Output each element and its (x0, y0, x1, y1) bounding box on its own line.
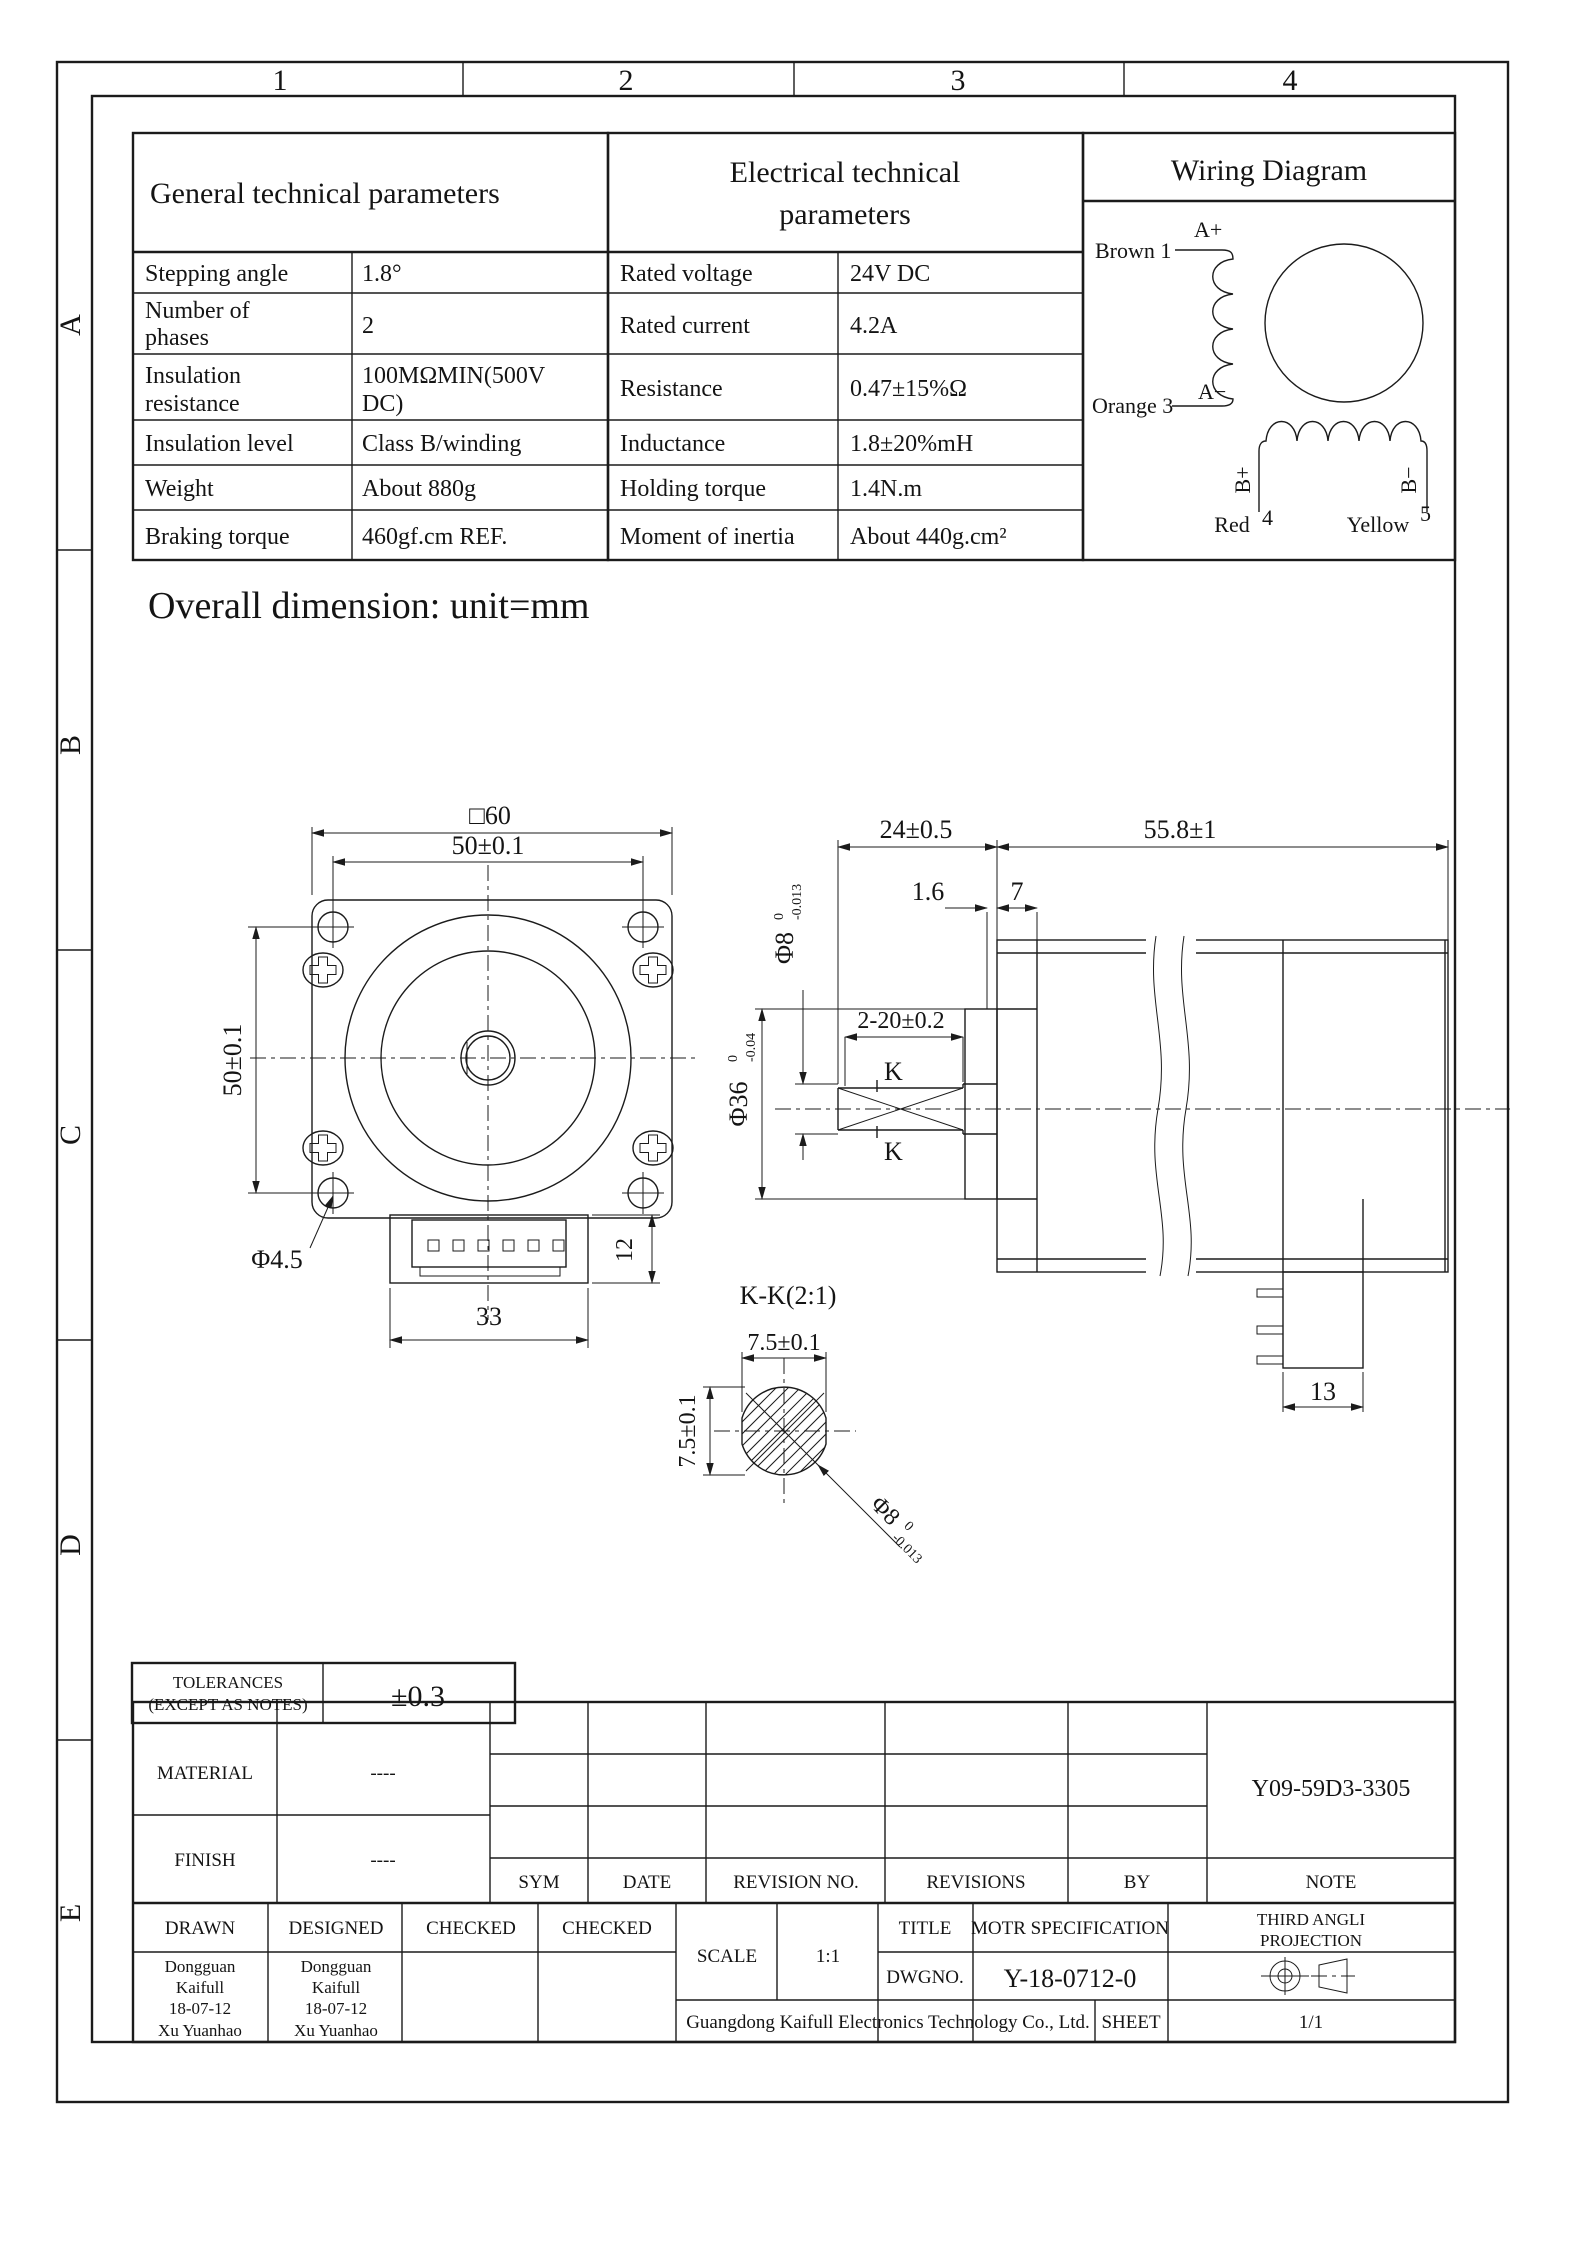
row-value: About 440g.cm² (850, 524, 1007, 550)
zone-col-3: 3 (950, 64, 966, 97)
date-header: DATE (622, 1872, 672, 1893)
row-label: Moment of inertia (620, 524, 795, 550)
front-view (218, 801, 700, 1348)
side-view (724, 815, 1510, 1412)
designed-company-2: Kaifull (311, 1978, 361, 1997)
designed-name: Xu Yuanhao (294, 2021, 378, 2040)
title-block (132, 1663, 1455, 2042)
tolerance-value: ±0.3 (391, 1680, 445, 1713)
zone-row-a: A (54, 314, 87, 336)
terminal-b-plus: B+ (1230, 466, 1255, 494)
scale-label: SCALE (696, 1946, 758, 1967)
zone-col-2: 2 (618, 64, 634, 97)
zone-row-d: D (54, 1534, 87, 1556)
dim-1-6: 1.6 (911, 877, 945, 906)
zone-row-e: E (54, 1903, 87, 1923)
row-value: 1.8° (362, 261, 402, 287)
drawn-company: Dongguan (164, 1957, 236, 1976)
dim-shaft-length: 24±0.5 (879, 815, 953, 844)
sym-header: SYM (518, 1872, 560, 1893)
dim-square-60: □60 (469, 801, 511, 830)
svg-text:0: 0 (900, 1518, 917, 1535)
dim-mount-hole-dia: Φ4.5 (251, 1245, 303, 1274)
wire-label-yellow: Yellow (1346, 512, 1410, 537)
row-label: Weight (145, 476, 214, 502)
dim-connector-13: 13 (1310, 1377, 1336, 1406)
drawn-name: Xu Yuanhao (158, 2021, 242, 2040)
row-label: Braking torque (145, 524, 290, 550)
sheet-value: 1/1 (1298, 2012, 1324, 2033)
row-value: 0.47±15%Ω (850, 376, 967, 402)
dim-body-length: 55.8±1 (1143, 815, 1217, 844)
phillips-screw (303, 953, 343, 987)
dim-pilot-dia (724, 1033, 759, 1127)
revisions-header: REVISIONS (926, 1872, 1026, 1893)
note-header: NOTE (1305, 1872, 1357, 1893)
dim-section-dia (861, 1491, 937, 1567)
wiring-diagram (1083, 133, 1455, 560)
electrical-table-title-line2: parameters (779, 198, 911, 231)
electrical-parameters-table (608, 133, 1083, 560)
row-label: Resistance (620, 376, 723, 402)
row-value: About 880g (362, 476, 476, 502)
zone-row-c: C (54, 1124, 87, 1146)
checked-header: CHECKED (426, 1918, 516, 1939)
wire-label-orange: Orange 3 (1092, 393, 1174, 418)
dim-flat-height: 7.5±0.1 (675, 1394, 701, 1468)
general-table-title: General technical parameters (150, 177, 500, 210)
row-label: Insulation level (145, 431, 294, 457)
row-label: Rated voltage (620, 261, 753, 287)
third-angle-projection-icon (1261, 1957, 1355, 1995)
material-label: MATERIAL (156, 1763, 254, 1784)
wire-label-brown: Brown 1 (1095, 238, 1172, 263)
projection-label-2: PROJECTION (1259, 1931, 1363, 1950)
phillips-screw (633, 1131, 673, 1165)
section-mark-k-upper: K (884, 1057, 903, 1086)
svg-text:Φ8: Φ8 (770, 931, 799, 965)
zone-col-1: 1 (272, 64, 288, 97)
general-parameters-table (133, 133, 608, 560)
row-label: Inductance (620, 431, 726, 457)
scale-value: 1:1 (815, 1946, 841, 1967)
wiring-diagram-title: Wiring Diagram (1170, 154, 1368, 187)
svg-text:-0.013: -0.013 (790, 883, 805, 920)
zone-labels (54, 64, 1298, 1922)
kk-section-view (652, 1281, 937, 1567)
designed-company: Dongguan (300, 1957, 372, 1976)
dim-connector-width: 33 (476, 1302, 502, 1331)
drawn-date: 18-07-12 (168, 1999, 232, 2018)
drawn-company-2: Kaifull (175, 1978, 225, 1997)
row-value: 1.4N.m (850, 476, 922, 502)
tolerances-label-line2: (EXCEPT AS NOTES) (148, 1695, 308, 1714)
terminal-b-minus: B− (1396, 466, 1421, 494)
overall-dimension-title: Overall dimension: unit=mm (148, 585, 590, 627)
section-view-title: K-K(2:1) (739, 1281, 837, 1310)
finish-label: FINISH (174, 1850, 236, 1871)
dwgno-value: Y-18-0712-0 (1003, 1964, 1137, 1993)
dim-hole-pitch-h: 50±0.1 (451, 831, 525, 860)
row-value: 1.8±20%mH (850, 431, 974, 457)
svg-text:Φ8: Φ8 (865, 1491, 905, 1531)
row-value-line2: DC) (362, 391, 404, 417)
terminal-a-plus: A+ (1194, 217, 1223, 242)
phillips-screw (633, 953, 673, 987)
revision-no-header: REVISION NO. (733, 1872, 859, 1893)
svg-text:-0.04: -0.04 (744, 1032, 759, 1062)
row-label: Insulation (145, 363, 241, 389)
designed-date: 18-07-12 (304, 1999, 368, 2018)
zone-col-4: 4 (1282, 64, 1298, 97)
mount-hole (622, 1172, 664, 1214)
dim-7: 7 (1010, 877, 1024, 906)
phillips-screw (303, 1131, 343, 1165)
zone-row-b: B (54, 734, 87, 756)
checked-header-2: CHECKED (562, 1918, 652, 1939)
row-value: 460gf.cm REF. (362, 524, 508, 550)
electrical-table-title: Electrical technical (729, 156, 961, 189)
row-value: 2 (362, 313, 374, 339)
sheet-label: SHEET (1101, 2012, 1161, 2033)
tolerances-label: TOLERANCES (172, 1673, 284, 1692)
dim-flat-length: 2-20±0.2 (857, 1008, 945, 1034)
row-value: 4.2A (850, 313, 898, 339)
dwgno-label: DWGNO. (886, 1967, 964, 1988)
row-label: Holding torque (620, 476, 766, 502)
projection-label: THIRD ANGLI (1256, 1910, 1366, 1929)
row-value: 100MΩMIN(500V (362, 363, 546, 389)
drawn-header: DRAWN (164, 1918, 236, 1939)
company-name: Guangdong Kaifull Electronics Technology Co., Ltd. (686, 2012, 1090, 2033)
row-label: Stepping angle (145, 261, 289, 287)
by-header: BY (1123, 1872, 1151, 1893)
dim-shaft-dia (770, 884, 805, 964)
title-value: MOTR SPECIFICATION (971, 1918, 1169, 1939)
svg-text:0: 0 (726, 1055, 741, 1062)
wire-label-red: Red (1214, 512, 1250, 537)
svg-text:0: 0 (772, 913, 787, 920)
row-value: 24V DC (850, 261, 931, 287)
wire-number-4: 4 (1262, 505, 1273, 530)
row-label: Rated current (620, 313, 750, 339)
row-label: Number of (145, 298, 250, 324)
designed-header: DESIGNED (288, 1918, 384, 1939)
dim-hole-pitch-v: 50±0.1 (218, 1023, 247, 1097)
row-value: Class B/winding (362, 431, 522, 457)
section-mark-k-lower: K (884, 1137, 903, 1166)
title-label: TITLE (898, 1918, 952, 1939)
svg-text:-0.013: -0.013 (888, 1530, 925, 1568)
motor-circle (1265, 244, 1423, 402)
wire-number-5: 5 (1420, 501, 1431, 526)
row-label-line2: phases (145, 325, 209, 351)
row-label-line2: resistance (145, 391, 240, 417)
terminal-a-minus: A− (1198, 379, 1227, 404)
dim-connector-height: 12 (612, 1238, 638, 1262)
finish-value: ---- (370, 1850, 396, 1871)
material-value: ---- (370, 1763, 396, 1784)
svg-text:Φ36: Φ36 (724, 1081, 753, 1127)
part-number: Y09-59D3-3305 (1251, 1776, 1411, 1802)
dim-flat-width: 7.5±0.1 (747, 1330, 821, 1356)
